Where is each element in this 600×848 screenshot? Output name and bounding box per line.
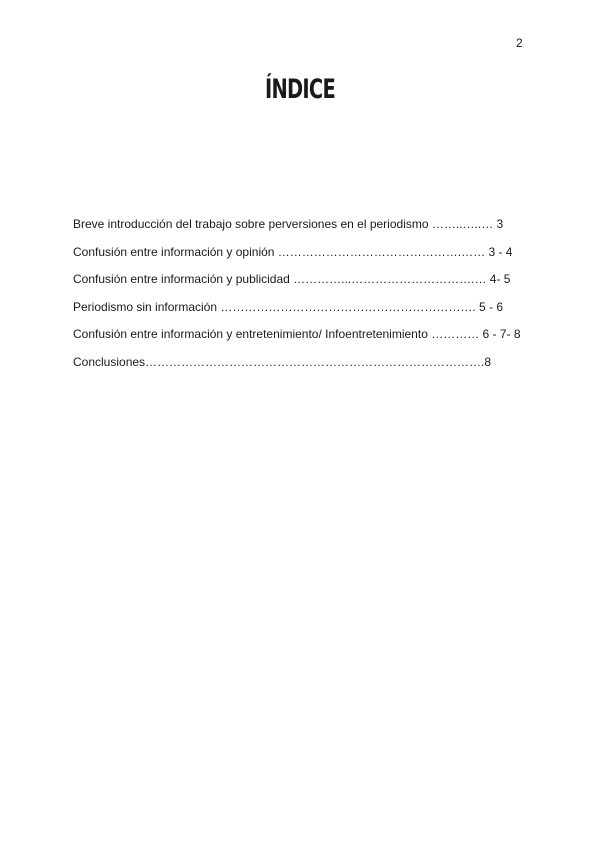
toc-entry: Breve introducción del trabajo sobre perversiones en el periodismo ……..…..… 3	[73, 217, 504, 231]
toc-entry: Periodismo sin información ………………………………………………………. 5 - 6	[73, 299, 504, 314]
toc-entry: Confusión entre información y entretenimiento/ Infoentretenimiento ………… 6 - 7- 8	[73, 327, 521, 341]
page-title: ÍNDICE	[264, 74, 336, 105]
toc-entry: Confusión entre información y publicidad …………...………………………….… 4- 5	[73, 272, 511, 286]
toc-entry: Conclusiones………………………………………………………………………….8	[73, 354, 492, 369]
toc-entry: Confusión entre información y opinión ……………………………………….…… 3 - 4	[73, 244, 513, 259]
page-number: 2	[516, 36, 523, 50]
table-of-contents	[73, 216, 543, 381]
